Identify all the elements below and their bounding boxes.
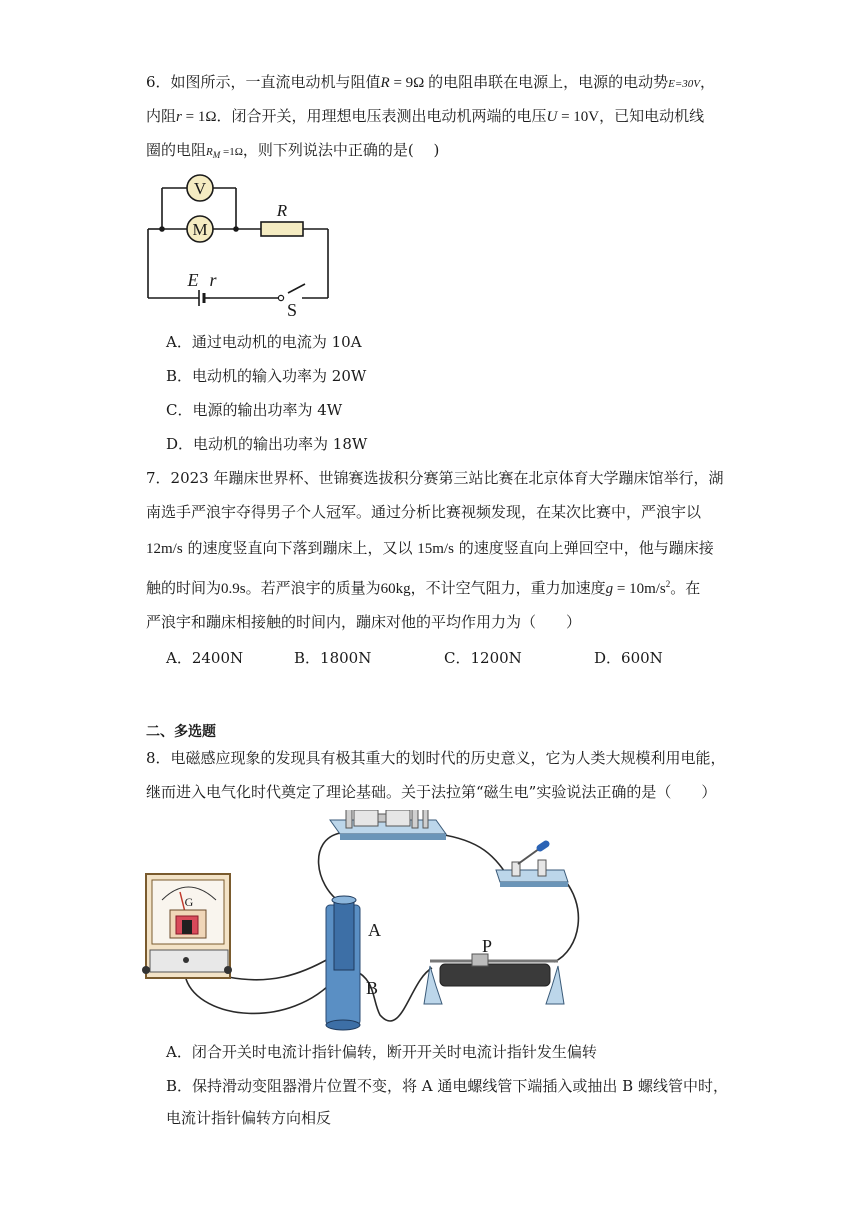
q8-option-b-line1[interactable]: B．保持滑动变阻器滑片位置不变，将 A 通电螺线管下端插入或抽出 B 螺线管中时， (166, 1077, 728, 1095)
q7-text: 。在 (670, 579, 701, 597)
slider-label: P (482, 936, 493, 956)
rheostat-icon (424, 954, 564, 1004)
resistor-label: R (276, 201, 288, 220)
q7-text: 。若严浪宇的质量为 (245, 579, 381, 597)
coil-on-board-icon (330, 810, 446, 840)
emf-label: E (187, 270, 199, 290)
q7-stem-line1: 7．2023 年蹦床世界杯、世锦赛选拔积分赛第三站比赛在北京体育大学蹦床馆举行，湖 (146, 469, 724, 487)
internal-resistance-label: r (209, 270, 217, 290)
q7-text: 的速度竖直向上弹回空中，他与蹦床接 (453, 539, 714, 557)
knife-switch-icon (496, 844, 568, 887)
q7-var-g: g (605, 581, 614, 597)
q6-RM-value: =1Ω (220, 146, 243, 158)
q7-mass: 60kg (380, 581, 411, 597)
q7-speed-up: 15m/s (417, 541, 454, 557)
q8-stem-line2: 继而进入电气化时代奠定了理论基础。关于法拉第“磁生电”实验说法正确的是（ ） (146, 783, 717, 801)
q6-option-b[interactable]: B．电动机的输入功率为 20W (166, 367, 367, 385)
q7-stem-line4 (146, 574, 700, 599)
q6-var-RM-sub: M (212, 150, 221, 160)
q6-var-r: r (176, 109, 182, 125)
q7-stem-line5: 严浪宇和蹦床相接触的时间内，蹦床对他的平均作用力为（ ） (146, 613, 582, 631)
q8-option-b-line2[interactable]: 电流计指针偏转方向相反 (166, 1109, 332, 1127)
section-heading: 二、多选题 (146, 724, 216, 740)
coil-b-label: B (366, 978, 379, 998)
q8-experiment-figure (140, 810, 600, 1032)
q6-R-value: = 9Ω (389, 75, 429, 91)
q7-text: ，不计空气阻力，重力加速度 (410, 579, 606, 597)
motor-label: M (192, 220, 208, 239)
q6-stem-line1 (146, 72, 715, 94)
voltmeter-label: V (193, 179, 207, 198)
q7-option-d[interactable]: D．600N (594, 649, 663, 667)
q6-option-d[interactable]: D．电动机的输出功率为 18W (166, 435, 368, 453)
q6-text: ．闭合开关，用理想电压表测出电动机两端的电压 (216, 107, 547, 125)
q7-option-a[interactable]: A．2400N (166, 649, 244, 667)
q7-stem-line3 (146, 538, 714, 559)
q7-g-exponent: 2 (665, 579, 671, 589)
resistor-icon (261, 222, 303, 236)
q6-option-a[interactable]: A．通过电动机的电流为 10A (166, 333, 362, 351)
galvanometer-label: G (184, 895, 194, 909)
q6-text: 的电阻串联在电源上，电源的电动势 (428, 73, 669, 91)
q6-var-RM: R (206, 146, 213, 158)
q6-r-value: = 1Ω (181, 109, 217, 125)
q6-text: 圈的电阻 (146, 141, 207, 159)
q8-stem-line1: 8．电磁感应现象的发现具有极其重大的划时代的历史意义，它为人类大规模利用电能， (146, 749, 726, 767)
q6-stem-line2 (146, 106, 704, 127)
coil-a-label: A (368, 920, 381, 940)
q7-text: 触的时间为 (146, 579, 222, 597)
q6-U-value: = 10V (557, 109, 600, 125)
q6-emf: E=30V (668, 78, 700, 90)
q7-g-value: = 10m/s (613, 581, 666, 597)
q7-stem-line2: 南选手严浪宇夺得男子个人冠军。通过分析比赛视频发现，在某次比赛中，严浪宇以 (146, 503, 702, 521)
q6-stem-line3 (146, 140, 439, 165)
q6-option-c[interactable]: C．电源的输出功率为 4W (166, 401, 343, 419)
q6-text: ，则下列说法中正确的是( ) (242, 141, 440, 159)
q7-option-c[interactable]: C．1200N (444, 649, 522, 667)
q6-var-R: R (380, 75, 390, 91)
switch-label: S (286, 300, 298, 320)
q7-text: 的速度竖直向下落到蹦床上，又以 (182, 539, 418, 557)
q7-time: 0.9s (221, 581, 246, 597)
q6-text: ，已知电动机线 (599, 107, 705, 125)
q6-text: 内阻 (146, 107, 177, 125)
q6-var-U: U (546, 109, 558, 125)
q7-speed-down: 12m/s (146, 541, 183, 557)
q6-circuit-diagram (140, 170, 340, 320)
q6-text: ， (699, 73, 715, 91)
q6-text: 6．如图所示，一直流电动机与阻值 (146, 73, 381, 91)
q7-option-b[interactable]: B．1800N (294, 649, 372, 667)
q8-option-a[interactable]: A．闭合开关时电流计指针偏转，断开开关时电流计指针发生偏转 (166, 1043, 597, 1061)
galvanometer-icon (142, 874, 232, 978)
solenoid-icon (326, 896, 360, 1030)
